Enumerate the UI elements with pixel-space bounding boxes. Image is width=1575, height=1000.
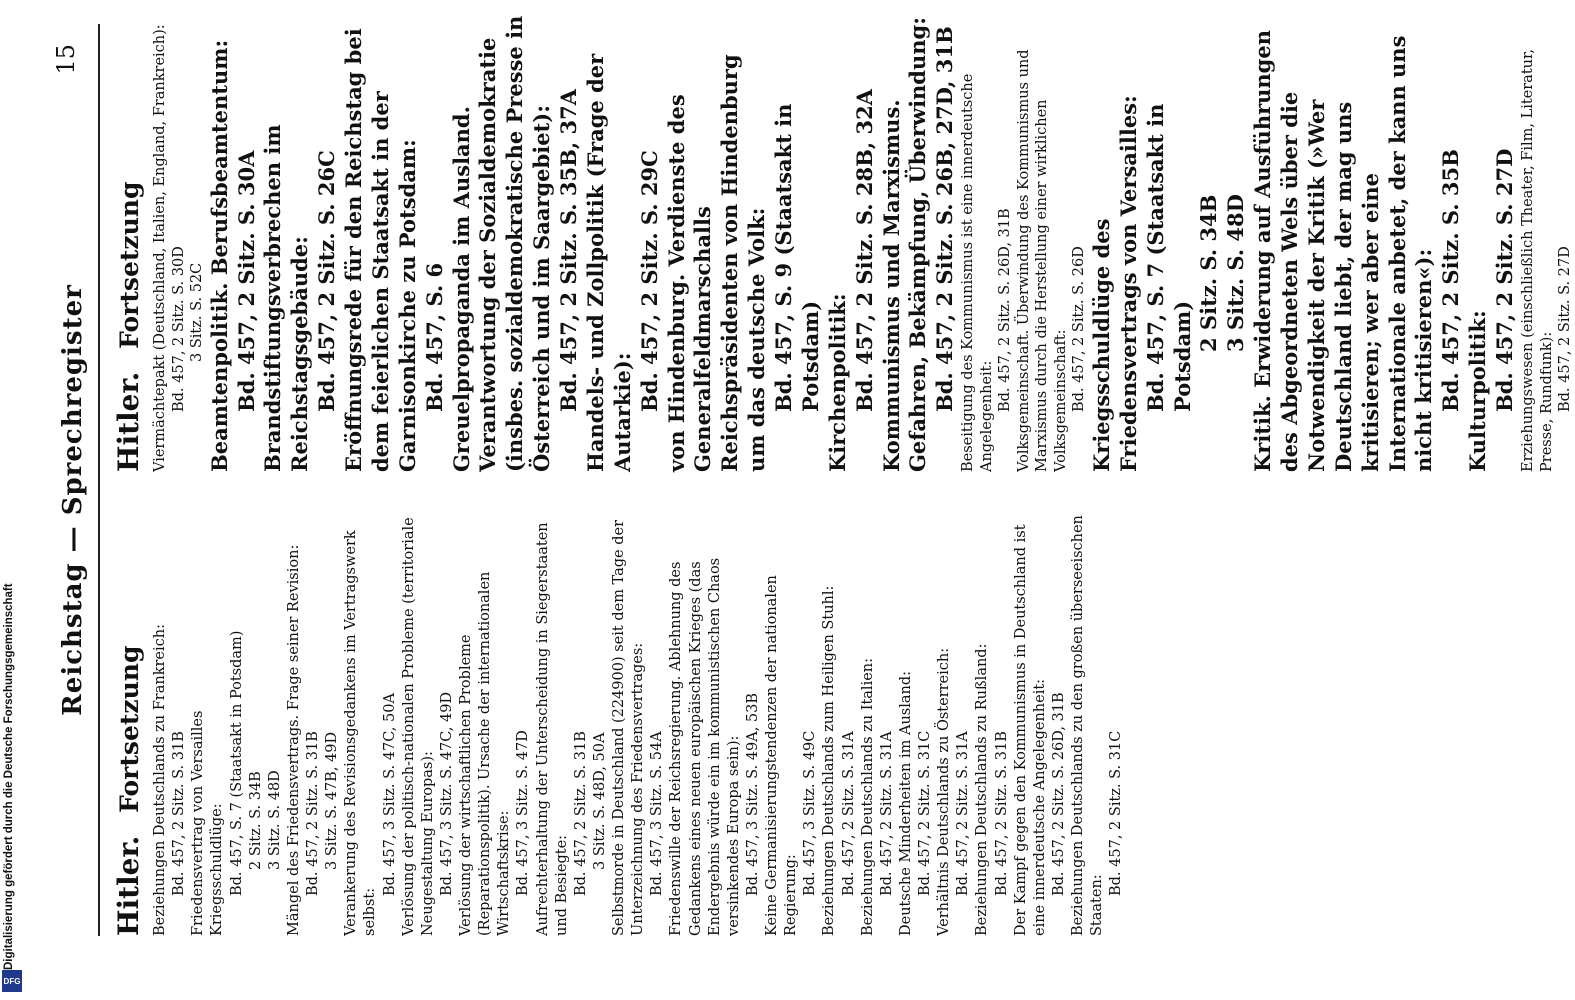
entry-citation: Bd. 457, 2 Sitz. S. 31B <box>305 731 321 896</box>
running-head: Reichstag — Sprechregister <box>58 284 88 716</box>
register-entry <box>879 12 960 472</box>
header-rule <box>98 24 100 936</box>
entry-topic: Viermächtepakt (Deutschland, Italien, England, Frankreich): <box>152 24 168 472</box>
entry-citation: 2 Sitz. S. 34B <box>247 771 264 870</box>
entry-topic: von Hindenburg. Verdienste des Generalfeldmarschalls Reichspräsidenten von Hindenburg um das deutsche Volk: <box>663 54 770 472</box>
entry-citation: Bd. 457, 2 Sitz. S. 26B, 27D, 31B <box>932 26 958 412</box>
entry-citation: Bd. 457, 2 Sitz. S. 31B <box>171 731 188 896</box>
entry-citation: Bd. 457, 3 Sitz. S. 47D <box>515 730 532 896</box>
entry-topic: Kritik. Erwiderung auf Ausführungen des Abgeordneten Wels über die Notwendigkeit der Kritik (»Wer Deutschland liebt, der mag uns kritisieren; wer aber eine Internationale anbetet, der kann uns nicht kritisieren«): <box>1250 30 1437 472</box>
entry-topic: Selbstmorde in Deutschland (224900) seit dem Tage der Unterzeichnung des Friedensvertrages: <box>611 519 647 936</box>
entry-topic: Friedenswille der Reichsregierung. Ablehnung des Gedankens eines neuen europäischen Krieges (das Endergebnis würde ein im kommunistischen Chaos versinkendes Europa sein): <box>668 557 742 936</box>
register-entry <box>825 12 879 472</box>
entry-citation: Bd. 457, 2 Sitz. S. 29C <box>636 150 662 412</box>
entry-topic: Kommunismus und Marxismus. Gefahren, Bekämpfung, Überwindung: <box>878 17 931 472</box>
entry-citation: Bd. 457, 2 Sitz. S. 27D <box>1557 246 1574 412</box>
entry-citation: Bd. 457, 2 Sitz. S. 26D, 31B <box>1050 692 1067 896</box>
register-entry <box>610 496 667 936</box>
entry-topic: Erziehungswesen (einschließlich Theater, Film, Literatur, Presse, Rundfunk): <box>1519 49 1555 472</box>
entry-topic: Der Kampf gegen den Kommunismus in Deutschland ist eine innerdeutsche Angelegenheit: <box>1012 524 1048 936</box>
entry-citation: Bd. 457, 2 Sitz. S. 31A <box>840 731 857 896</box>
entry-topic: Beamtenpolitik. Berufsbeamtentum: <box>206 39 232 472</box>
entry-topic: Greuelpropaganda im Ausland. Verantwortung der Sozialdemokratie (insbes. sozialdemokratische Presse in Österreich und im Saargebiet): <box>448 15 555 472</box>
right-column-heading <box>112 12 145 472</box>
entry-topic: Beziehungen Deutschlands zum Heiligen Stuhl: <box>821 585 838 936</box>
entry-citation: Bd. 457, 3 Sitz. S. 49C <box>802 730 819 896</box>
entry-citation: Bd. 457, 2 Sitz. S. 27D <box>1492 148 1518 412</box>
entry-citation: Bd. 457, 2 Sitz. S. 31C <box>917 730 933 896</box>
entry-citation: 2 Sitz. S. 34B <box>1196 194 1222 352</box>
register-entry <box>400 496 457 936</box>
entry-citation: 3 Sitz. S. 47B, 49D <box>324 731 341 870</box>
register-entry <box>1519 12 1575 472</box>
entry-topic: Beseitigung des Kommunismus ist eine innerdeutsche Angelegenheit: <box>960 73 995 472</box>
entry-citation: Bd. 457, 3 Sitz. S. 54A <box>649 731 666 896</box>
right-column <box>112 12 1575 472</box>
entry-topic: Verankerung des Revisionsgedankens im Vertragswerk selbst: <box>343 530 379 936</box>
entry-citation: 3 Sitz. S. 52C <box>189 262 206 362</box>
entry-topic: Beziehungen Deutschlands zu Rußland: <box>974 643 991 936</box>
register-entry <box>189 496 208 936</box>
entry-citation: Bd. 457, S. 7 (Staatsakt in Potsdam) <box>1142 103 1195 412</box>
entry-topic: Kriegsschuldlüge: <box>209 803 226 936</box>
digitization-notice <box>0 0 24 1000</box>
entry-citation: Bd. 457, 2 Sitz. S. 31B <box>572 731 589 896</box>
entry-citation: Bd. 457, 2 Sitz. S. 30A <box>233 150 259 412</box>
register-entry <box>341 12 449 472</box>
continued-label: Fortsetzung <box>115 645 144 813</box>
entry-topic: Kriegsschuldlüge des Friedensvertrags von Versailles: <box>1088 95 1141 472</box>
register-entry <box>1089 12 1250 472</box>
entry-topic: Kulturpolitik: <box>1465 310 1491 472</box>
entry-citation: 3 Sitz. S. 48D <box>1223 194 1249 352</box>
page-number: 15 <box>52 44 80 75</box>
register-entry <box>1015 12 1089 472</box>
left-column <box>112 496 1126 936</box>
entry-topic: Mängel des Friedensvertrags. Frage seiner Revision: <box>285 544 302 936</box>
entry-citation: Bd. 457, 2 Sitz. S. 26D <box>1071 246 1088 412</box>
speaker-name: Hitler. <box>112 835 145 936</box>
speaker-name: Hitler. <box>112 371 145 472</box>
entry-topic: Deutsche Minderheiten im Ausland: <box>897 670 914 936</box>
entry-citation: Bd. 457, 2 Sitz. S. 30D <box>170 246 187 412</box>
entry-topic: Brandstiftungsverbrechen im Reichstagsgebäude: <box>260 124 313 472</box>
entry-citation: 3 Sitz. S. 48D, 50A <box>591 732 608 870</box>
register-entry <box>973 496 1011 936</box>
register-entry <box>208 496 285 936</box>
register-entry <box>534 496 611 936</box>
entry-topic: Verlösung der politisch-nationalen Probleme (territoriale Neugestaltung Europas): <box>400 517 436 936</box>
dfg-logo: DFG <box>2 970 22 992</box>
entry-topic: Kirchenpolitik: <box>824 293 850 472</box>
entry-topic: Volksgemeinschaft. Überwindung des Kommunismus und Marxismus durch die Herstellung einer wirklichen Volksgemeinschaft: <box>1015 49 1069 472</box>
entry-citation: Bd. 457, 3 Sitz. S. 49A, 53B <box>744 692 761 896</box>
entry-citation: Bd. 457, 3 Sitz. S. 47C, 49D <box>438 691 455 896</box>
register-entry <box>763 496 820 936</box>
register-entry <box>207 12 261 472</box>
entry-topic: Handels- und Zollpolitik (Frage der Autarkie): <box>582 53 635 472</box>
register-entry <box>1465 12 1519 472</box>
entry-topic: Keine Germanisierungstendenzen der nationalen Regierung: <box>764 575 800 936</box>
entry-topic: Eröffnungsrede für den Reichstag bei dem feierlichen Staatsakt in der Garnisonkirche zu Potsdam: <box>341 28 420 472</box>
entry-citation: Bd. 457, 2 Sitz. S. 31A <box>878 731 895 896</box>
register-entry <box>897 496 935 936</box>
register-entry <box>260 12 341 472</box>
register-entry <box>667 496 763 936</box>
register-entry <box>959 12 1015 472</box>
register-entry <box>820 496 858 936</box>
entry-citation: Bd. 457, 2 Sitz. S. 35B <box>1438 149 1464 412</box>
register-entry <box>457 496 534 936</box>
right-entry-list <box>151 12 1575 472</box>
funding-note: Digitalisierung gefördert durch die Deutsche Forschungsgemeinschaft <box>3 583 15 970</box>
entry-citation: Bd. 457, 2 Sitz. S. 26C <box>314 150 340 412</box>
continued-label: Fortsetzung <box>115 181 144 349</box>
left-entry-list <box>151 496 1126 936</box>
register-entry <box>151 12 207 472</box>
entry-citation: Bd. 457, S. 7 (Staatsakt in Potsdam) <box>228 630 245 896</box>
register-entry <box>449 12 583 472</box>
entry-citation: Bd. 457, 2 Sitz. S. 35B, 37A <box>556 89 582 412</box>
register-entry <box>1250 12 1465 472</box>
entry-citation: Bd. 457, 2 Sitz. S. 31A <box>955 731 972 896</box>
register-entry <box>1012 496 1069 936</box>
entry-topic: Beziehungen Deutschlands zu den großen überseeischen Staaten: <box>1070 515 1106 936</box>
entry-citation: Bd. 457, 2 Sitz. S. 31B <box>993 731 1010 896</box>
entry-citation: Bd. 457, S. 9 (Staatsakt in Potsdam) <box>771 103 823 412</box>
entry-citation: Bd. 457, 2 Sitz. S. 26D, 31B <box>997 208 1014 412</box>
entry-topic: Beziehungen Deutschlands zu Italien: <box>859 657 876 936</box>
register-entry <box>285 496 342 936</box>
entry-topic: Friedensvertrag von Versailles <box>190 710 207 936</box>
register-entry <box>935 496 973 936</box>
entry-citation: Bd. 457, 3 Sitz. S. 47C, 50A <box>381 693 398 896</box>
entry-citation: 3 Sitz. S. 48D <box>266 770 283 870</box>
entry-topic: Verlösung der wirtschaftlichen Probleme (Reparationspolitik). Ursache der internationalen Wirtschaftskrise: <box>458 571 513 936</box>
entry-topic: Aufrechterhaltung der Unterscheidung in Siegerstaaten und Besiegte: <box>534 522 570 936</box>
left-column-heading <box>112 496 145 936</box>
entry-citation: Bd. 457, S. 6 <box>421 262 447 412</box>
register-entry <box>342 496 399 936</box>
register-entry <box>583 12 664 472</box>
register-entry <box>859 496 897 936</box>
entry-topic: Verhältnis Deutschlands zu Österreich: <box>936 647 953 936</box>
register-entry <box>151 496 189 936</box>
entry-citation: Bd. 457, 2 Sitz. S. 31C <box>1108 730 1125 896</box>
entry-citation: Bd. 457, 2 Sitz. S. 28B, 32A <box>851 89 877 412</box>
register-entry <box>1069 496 1126 936</box>
entry-topic: Beziehungen Deutschlands zu Frankreich: <box>152 624 168 936</box>
register-entry <box>664 12 825 472</box>
